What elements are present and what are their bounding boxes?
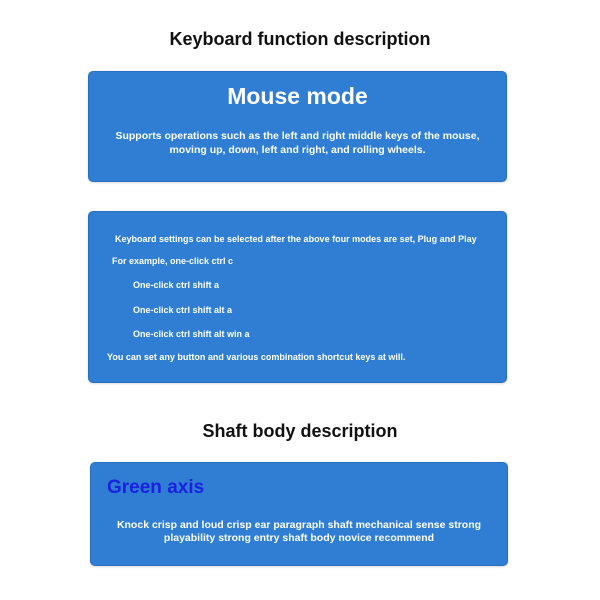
green-axis-heading: Green axis [107, 477, 205, 498]
keyboard-settings-line: Keyboard settings can be selected after the above four modes are set, Plug and Play [115, 234, 477, 244]
mouse-mode-heading: Mouse mode [227, 83, 368, 109]
keyboard-settings-line: You can set any button and various combination shortcut keys at will. [107, 352, 406, 362]
keyboard-function-title: Keyboard function description [169, 29, 431, 49]
keyboard-settings-line: One-click ctrl shift alt a [133, 305, 233, 315]
green-axis-card [90, 462, 508, 566]
mouse-mode-card [88, 71, 507, 182]
keyboard-settings-line: One-click ctrl shift alt win a [133, 329, 250, 339]
keyboard-settings-line: For example, one-click ctrl c [112, 256, 234, 266]
keyboard-settings-card [88, 211, 507, 383]
green-axis-description: Knock crisp and loud crisp ear paragraph shaft mechanical sense strong playability strong entry shaft body novice recommend [116, 519, 482, 544]
shaft-body-title: Shaft body description [202, 421, 398, 441]
mouse-mode-description: Supports operations such as the left and right middle keys of the mouse, moving up, down, left and right, and rolling wheels. [115, 130, 480, 156]
keyboard-settings-line: One-click ctrl shift a [133, 280, 220, 290]
